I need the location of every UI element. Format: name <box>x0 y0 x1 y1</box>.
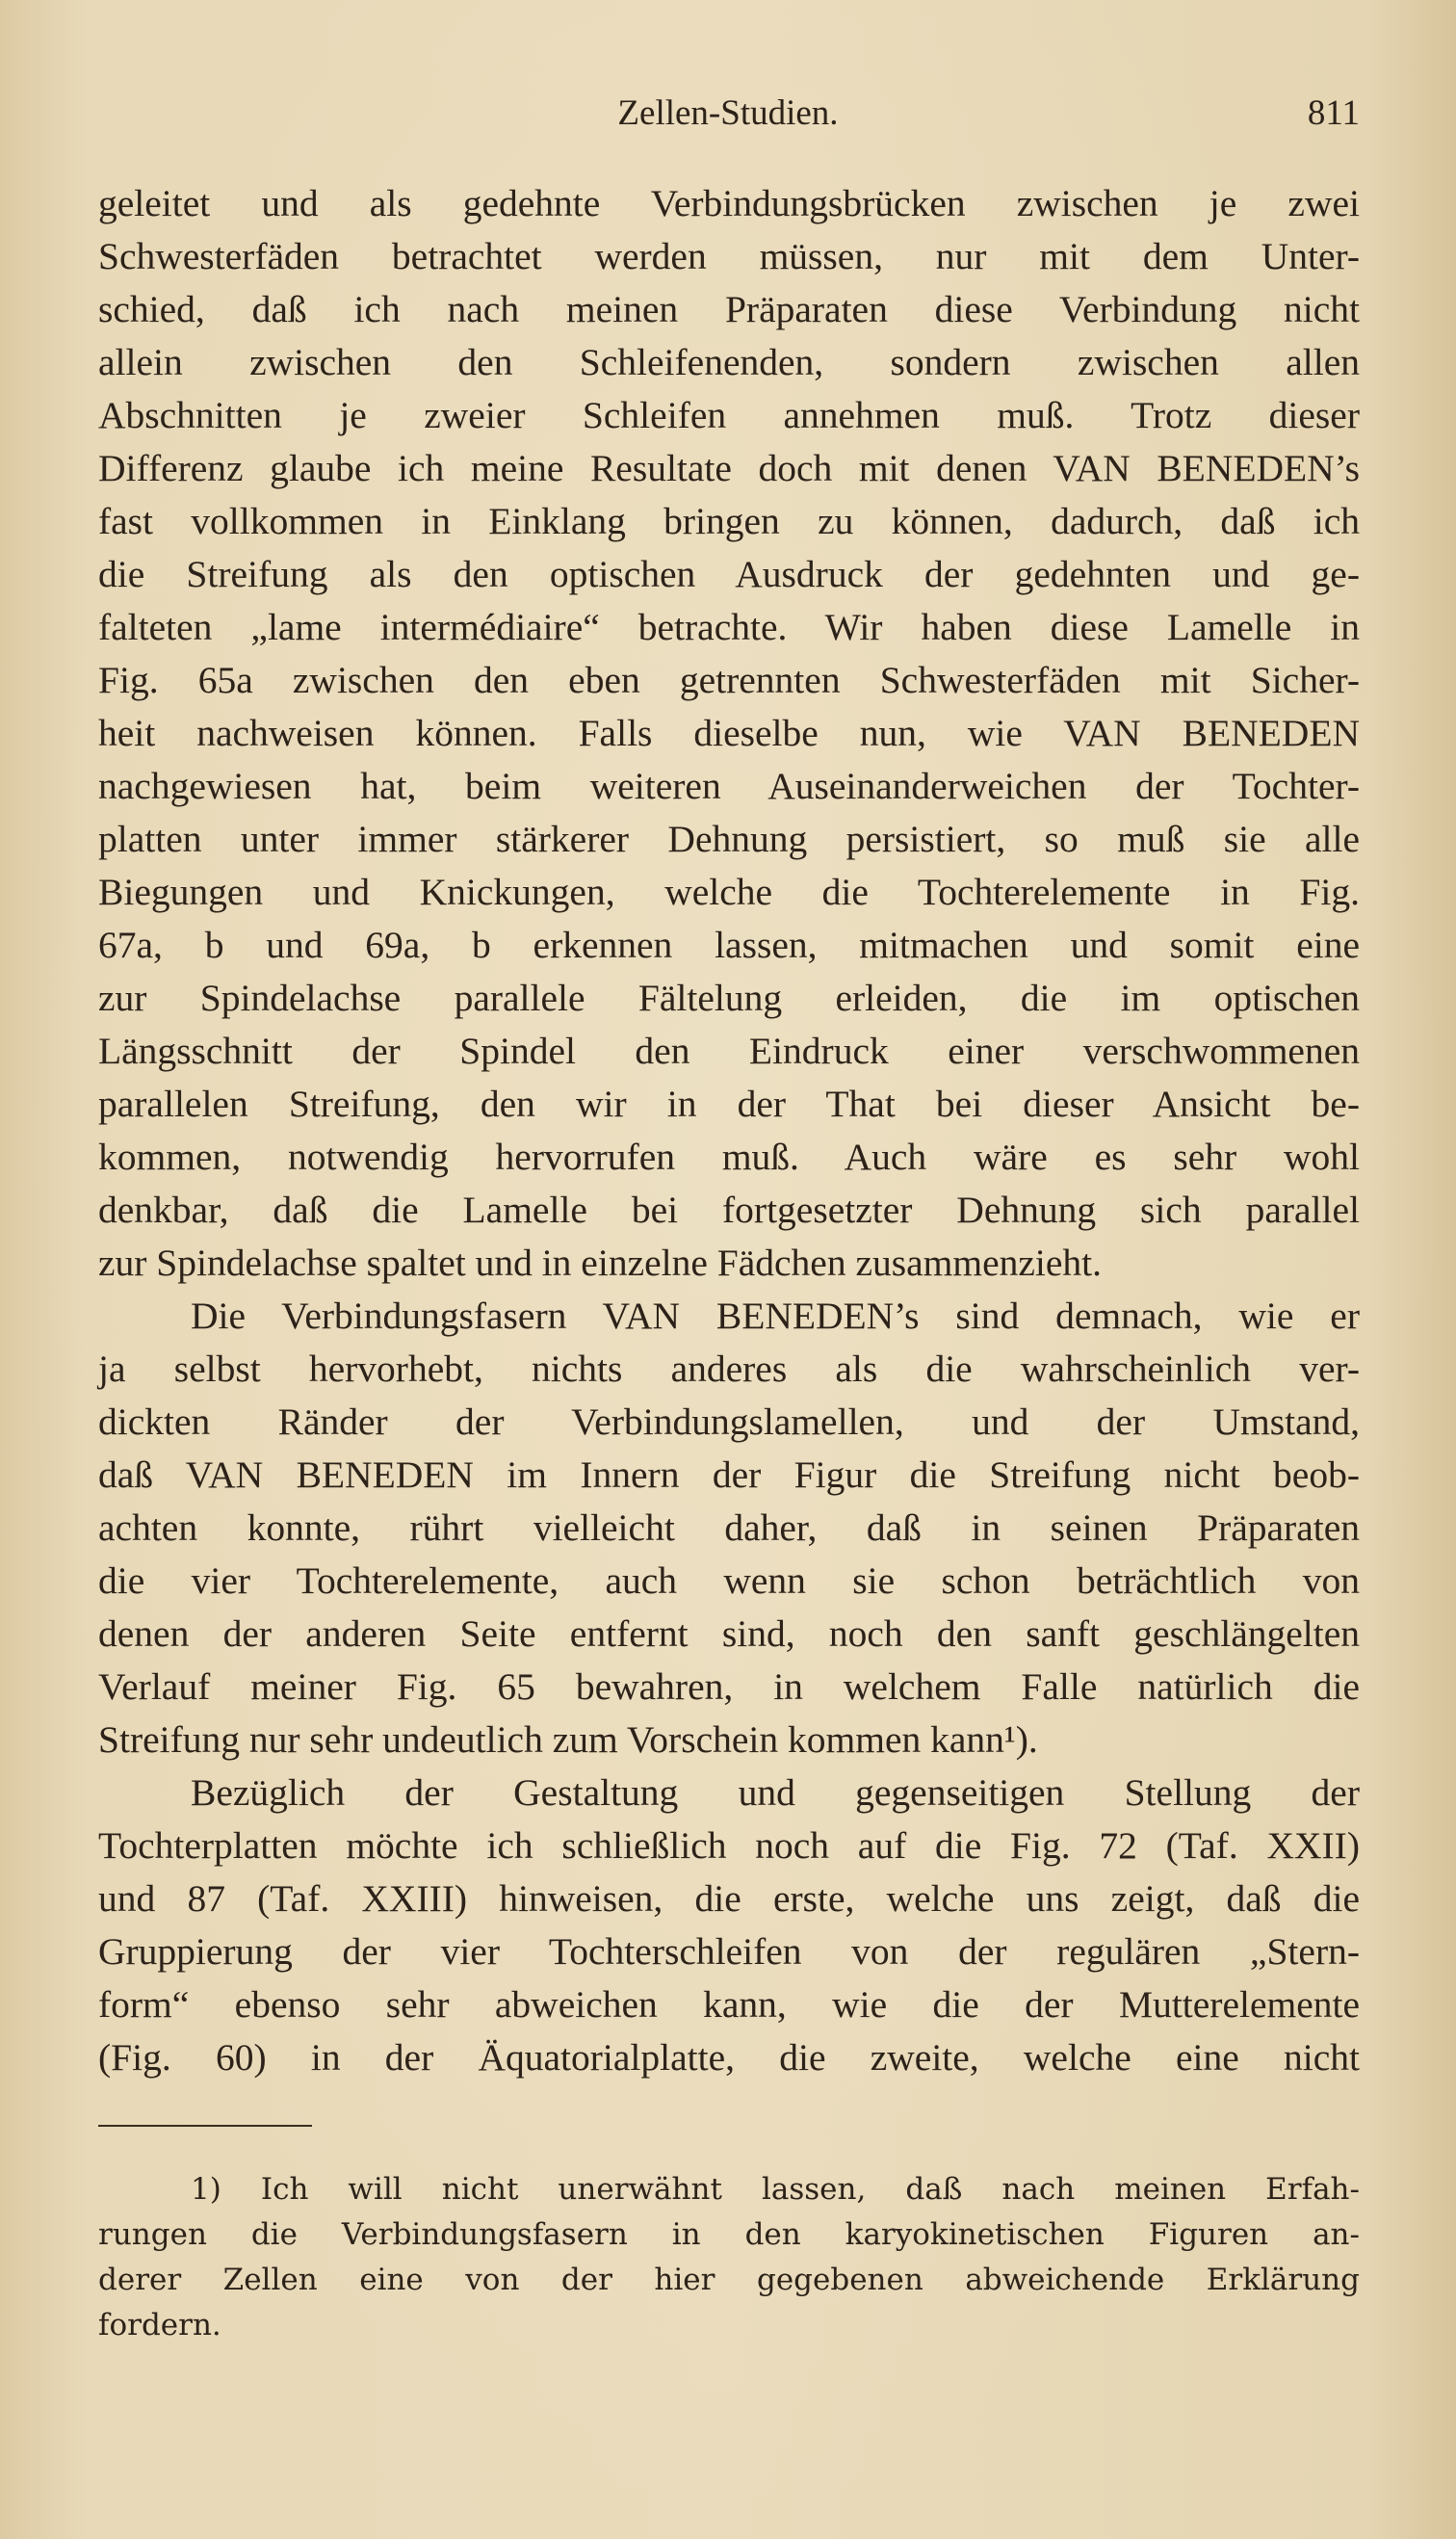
page-number: 811 <box>1307 93 1360 133</box>
text-line: Fig. 65a zwischen den eben getrennten Schwesterfäden mit Sicher- <box>98 659 1360 701</box>
text-line: geleitet und als gedehnte Verbindungsbrücken zwischen je zwei <box>98 182 1360 224</box>
text-line: kommen, notwendig hervorrufen muß. Auch wäre es sehr wohl <box>98 1136 1360 1178</box>
footnote <box>98 2167 1360 2348</box>
footnote-line: derer Zellen eine von der hier gegebenen abweichende Erklärung <box>98 2263 1360 2297</box>
text-line: nachgewiesen hat, beim weiteren Auseinanderweichen der Tochter- <box>98 765 1360 807</box>
text-line: Streifung nur sehr undeutlich zum Vorschein kommen kann¹). <box>98 1718 1038 1761</box>
text-line: Differenz glaube ich meine Resultate doch mit denen VAN BENEDEN’s <box>98 447 1360 489</box>
text-line: schied, daß ich nach meinen Präparaten diese Verbindung nicht <box>98 288 1360 330</box>
text-line: zur Spindelachse spaltet und in einzelne Fädchen zusammenzieht. <box>98 1242 1103 1284</box>
text-line: Tochterplatten möchte ich schließlich noch auf die Fig. 72 (Taf. XXII) <box>98 1824 1360 1867</box>
text-line: form“ ebenso sehr abweichen kann, wie die der Mutterelemente <box>98 1983 1360 2026</box>
body-text <box>98 177 1360 2084</box>
text-line: heit nachweisen können. Falls dieselbe nun, wie VAN BENEDEN <box>98 712 1360 754</box>
text-line: platten unter immer stärkerer Dehnung persistiert, so muß sie alle <box>98 818 1360 860</box>
text-line: allein zwischen den Schleifenenden, sondern zwischen allen <box>98 341 1360 383</box>
text-line: denen der anderen Seite entfernt sind, noch den sanft geschlängelten <box>98 1612 1360 1655</box>
text-line: zur Spindelachse parallele Fältelung erleiden, die im optischen <box>98 977 1360 1019</box>
text-line: Schwesterfäden betrachtet werden müssen, nur mit dem Unter- <box>98 235 1360 277</box>
footnote-line: 1) Ich will nicht unerwähnt lassen, daß nach meinen Erfah- <box>191 2172 1360 2207</box>
text-line: die vier Tochterelemente, auch wenn sie schon beträchtlich von <box>98 1559 1360 1602</box>
text-line: falteten „lame intermédiaire“ betrachte. Wir haben diese Lamelle in <box>98 606 1360 648</box>
footnote-separator <box>98 2125 312 2127</box>
footnote-line: fordern. <box>98 2308 221 2343</box>
text-line: dickten Ränder der Verbindungslamellen, und der Umstand, <box>98 1400 1360 1443</box>
footnote-line: rungen die Verbindungsfasern in den karyokinetischen Figuren an- <box>98 2217 1360 2252</box>
running-title: Zellen-Studien. <box>617 93 839 133</box>
text-line: ja selbst hervorhebt, nichts anderes als die wahrscheinlich ver- <box>98 1348 1360 1390</box>
text-line: die Streifung als den optischen Ausdruck der gedehnten und ge- <box>98 553 1360 595</box>
text-line: parallelen Streifung, den wir in der That bei dieser Ansicht be- <box>98 1083 1360 1125</box>
text-line: achten konnte, rührt vielleicht daher, daß in seinen Präparaten <box>98 1506 1360 1549</box>
text-line: und 87 (Taf. XXIII) hinweisen, die erste, welche uns zeigt, daß die <box>98 1877 1360 1920</box>
text-line: Bezüglich der Gestaltung und gegenseitigen Stellung der <box>191 1771 1360 1814</box>
text-line: daß VAN BENEDEN im Innern der Figur die Streifung nicht beob- <box>98 1453 1360 1496</box>
text-line: Gruppierung der vier Tochterschleifen von der regulären „Stern- <box>98 1930 1360 1973</box>
text-line: Verlauf meiner Fig. 65 bewahren, in welchem Falle natürlich die <box>98 1665 1360 1708</box>
running-head <box>96 89 1360 139</box>
text-line: Längsschnitt der Spindel den Eindruck einer verschwommenen <box>98 1030 1360 1072</box>
text-line: Die Verbindungsfasern VAN BENEDEN’s sind demnach, wie er <box>191 1295 1360 1337</box>
text-line: (Fig. 60) in der Äquatorialplatte, die zweite, welche eine nicht <box>98 2036 1360 2079</box>
text-line: denkbar, daß die Lamelle bei fortgesetzter Dehnung sich parallel <box>98 1189 1360 1231</box>
text-line: Abschnitten je zweier Schleifen annehmen muß. Trotz dieser <box>98 394 1360 436</box>
text-line: 67a, b und 69a, b erkennen lassen, mitmachen und somit eine <box>98 924 1360 966</box>
text-line: fast vollkommen in Einklang bringen zu können, dadurch, daß ich <box>98 500 1360 542</box>
text-line: Biegungen und Knickungen, welche die Tochterelemente in Fig. <box>98 871 1360 913</box>
